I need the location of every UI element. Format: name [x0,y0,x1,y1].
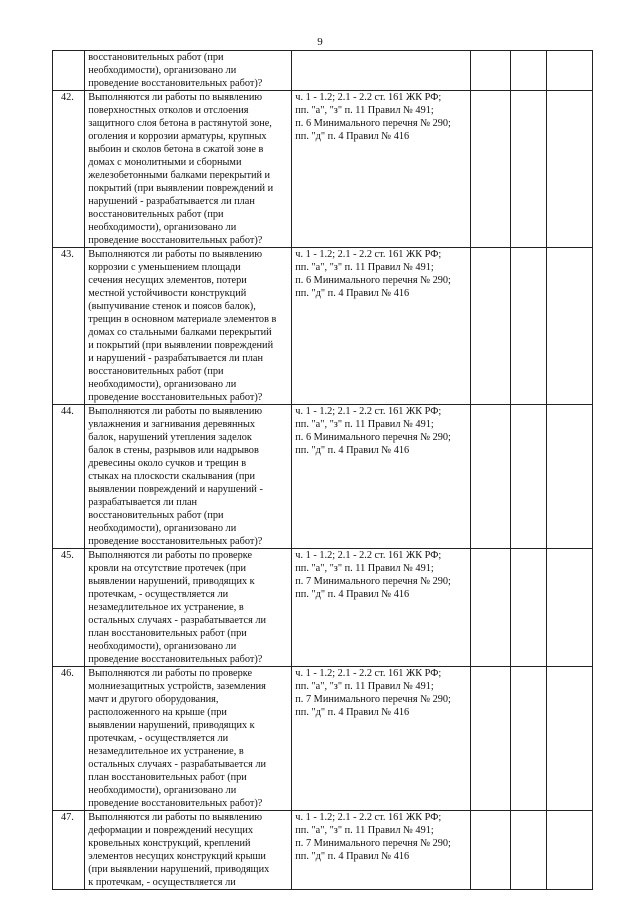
legal-reference-line: пп. "д" п. 4 Правил № 416 [295,851,410,862]
row-number: 44. [53,405,85,549]
question-line: оголения и коррозии арматуры, крупных [88,131,267,142]
legal-reference-line: п. 6 Минимального перечня № 290; [295,432,451,443]
not-applicable-cell [547,405,593,549]
legal-reference-line: пп. "д" п. 4 Правил № 416 [295,288,410,299]
answer-yes-cell [471,811,511,890]
legal-reference-line: пп. "а", "з" п. 11 Правил № 491; [295,262,434,273]
legal-reference-cell [292,405,471,549]
not-applicable-cell [547,667,593,811]
not-applicable-cell [547,248,593,405]
question-line: мачт и другого оборудования, [88,694,219,705]
question-line: выявлении повреждений и нарушений - [88,484,263,495]
legal-reference-cell [292,811,471,890]
question-line: необходимости), организовано ли [88,222,237,233]
answer-yes-cell [471,549,511,667]
question-line: необходимости), организовано ли [88,641,237,652]
question-line: защитного слоя бетона в растянутой зоне, [88,118,272,129]
legal-reference-line: ч. 1 - 1.2; 2.1 - 2.2 ст. 161 ЖК РФ; [295,406,442,417]
answer-no-cell [510,248,546,405]
question-line: план восстановительных работ (при [88,772,247,783]
question-cell [85,91,292,248]
legal-reference-line: ч. 1 - 1.2; 2.1 - 2.2 ст. 161 ЖК РФ; [295,812,442,823]
checklist-table [52,50,593,890]
legal-reference-line: пп. "д" п. 4 Правил № 416 [295,131,410,142]
question-line: проведение восстановительных работ)? [88,654,263,665]
question-line: балок в стены, разрывов или надрывов [88,445,259,456]
question-line: домах с монолитными и сборными [88,157,242,168]
question-line: деформации и повреждений несущих [88,825,253,836]
question-line: выявлении нарушений, приводящих к [88,720,255,731]
table-row [53,811,593,890]
question-line: покрытий (при выявлении повреждений и [88,183,274,194]
legal-reference-line: п. 7 Минимального перечня № 290; [295,838,451,849]
question-cell [85,667,292,811]
question-line: план восстановительных работ (при [88,628,247,639]
question-cell [85,811,292,890]
question-line: Выполняются ли работы по выявлению [88,92,263,103]
question-line: проведение восстановительных работ)? [88,78,263,89]
question-line: проведение восстановительных работ)? [88,392,263,403]
answer-yes-cell [471,667,511,811]
row-number: 46. [53,667,85,811]
answer-yes-cell [471,51,511,91]
legal-reference-line: пп. "а", "з" п. 11 Правил № 491; [295,419,434,430]
legal-reference-line: ч. 1 - 1.2; 2.1 - 2.2 ст. 161 ЖК РФ; [295,249,442,260]
table-row [53,51,593,91]
question-line: незамедлительное их устранение, в [88,602,244,613]
question-line: необходимости), организовано ли [88,785,237,796]
question-line: восстановительных работ (при [88,366,224,377]
legal-reference-line: ч. 1 - 1.2; 2.1 - 2.2 ст. 161 ЖК РФ; [295,550,442,561]
legal-reference-line: п. 6 Минимального перечня № 290; [295,118,451,129]
question-line: проведение восстановительных работ)? [88,798,263,809]
question-line: кровли на отсутствие протечек (при [88,563,246,574]
legal-reference-line: пп. "д" п. 4 Правил № 416 [295,445,410,456]
not-applicable-cell [547,549,593,667]
legal-reference-cell [292,91,471,248]
legal-reference-line: п. 7 Минимального перечня № 290; [295,576,451,587]
question-line: выявлении нарушений, приводящих к [88,576,255,587]
question-cell [85,51,292,91]
question-line: Выполняются ли работы по выявлению [88,406,263,417]
not-applicable-cell [547,811,593,890]
question-line: незамедлительное их устранение, в [88,746,244,757]
table-row [53,405,593,549]
page-number: 9 [317,36,323,48]
question-cell [85,248,292,405]
answer-no-cell [510,667,546,811]
question-line: и покрытий (при выявлении повреждений [88,340,274,351]
question-line: расположенного на крыше (при [88,707,227,718]
legal-reference-line: п. 6 Минимального перечня № 290; [295,275,451,286]
question-line: Выполняются ли работы по выявлению [88,812,263,823]
question-cell [85,549,292,667]
question-line: стыках на плоскости скалывания (при [88,471,256,482]
question-line: необходимости), организовано ли [88,379,237,390]
answer-yes-cell [471,91,511,248]
table-row [53,248,593,405]
question-line: Выполняются ли работы по проверке [88,550,253,561]
answer-yes-cell [471,405,511,549]
row-number: 47. [53,811,85,890]
question-line: Выполняются ли работы по выявлению [88,249,263,260]
legal-reference-line: п. 7 Минимального перечня № 290; [295,694,451,705]
table-row [53,549,593,667]
legal-reference-line: пп. "а", "з" п. 11 Правил № 491; [295,681,434,692]
question-line: нарушений - разрабатывается ли план [88,196,255,207]
row-number: 45. [53,549,85,667]
legal-reference-line: пп. "а", "з" п. 11 Правил № 491; [295,105,434,116]
legal-reference-line: пп. "а", "з" п. 11 Правил № 491; [295,563,434,574]
answer-no-cell [510,405,546,549]
answer-no-cell [510,91,546,248]
question-line: остальных случаях - разрабатывается ли [88,759,267,770]
answer-no-cell [510,51,546,91]
question-line: протечкам, - осуществляется ли [88,733,229,744]
question-line: трещин в основном материале элементов в [88,314,277,325]
question-line: протечкам, - осуществляется ли [88,589,229,600]
legal-reference-line: пп. "а", "з" п. 11 Правил № 491; [295,825,434,836]
question-line: местной устойчивости конструкций [88,288,247,299]
question-line: проведение восстановительных работ)? [88,536,263,547]
row-number: 42. [53,91,85,248]
question-line: необходимости), организовано ли [88,65,237,76]
not-applicable-cell [547,51,593,91]
answer-no-cell [510,811,546,890]
question-line: (выпучивание стенок и поясов балок), [88,301,256,312]
question-line: необходимости), организовано ли [88,523,237,534]
question-line: восстановительных работ (при [88,510,224,521]
question-line: остальных случаях - разрабатывается ли [88,615,267,626]
question-line: разрабатывается ли план [88,497,198,508]
legal-reference-cell [292,51,471,91]
question-line: сечения несущих элементов, потери [88,275,247,286]
row-number [53,51,85,91]
legal-reference-line: пп. "д" п. 4 Правил № 416 [295,589,410,600]
legal-reference-cell [292,549,471,667]
question-line: балок, нарушений утепления заделок [88,432,252,443]
legal-reference-cell [292,248,471,405]
question-line: молниезащитных устройств, заземления [88,681,266,692]
question-line: увлажнения и загнивания деревянных [88,419,256,430]
not-applicable-cell [547,91,593,248]
table-row [53,91,593,248]
table-row [53,667,593,811]
question-line: домах со стальными балками перекрытий [88,327,272,338]
question-line: элементов несущих конструкций крыши [88,851,266,862]
question-line: железобетонными балками перекрытий и [88,170,271,181]
question-line: выбоин и сколов бетона в сжатой зоне в [88,144,264,155]
legal-reference-line: пп. "д" п. 4 Правил № 416 [295,707,410,718]
question-line: к протечкам, - осуществляется ли [88,877,236,888]
question-line: кровельных конструкций, креплений [88,838,251,849]
row-number: 43. [53,248,85,405]
legal-reference-line: ч. 1 - 1.2; 2.1 - 2.2 ст. 161 ЖК РФ; [295,92,442,103]
question-line: восстановительных работ (при [88,52,224,63]
question-line: (при выявлении нарушений, приводящих [88,864,270,875]
legal-reference-cell [292,667,471,811]
question-line: поверхностных отколов и отслоения [88,105,249,116]
question-line: Выполняются ли работы по проверке [88,668,253,679]
question-line: древесины около сучков и трещин в [88,458,247,469]
question-line: коррозии с уменьшением площади [88,262,241,273]
question-line: проведение восстановительных работ)? [88,235,263,246]
legal-reference-line: ч. 1 - 1.2; 2.1 - 2.2 ст. 161 ЖК РФ; [295,668,442,679]
question-line: восстановительных работ (при [88,209,224,220]
answer-no-cell [510,549,546,667]
answer-yes-cell [471,248,511,405]
question-line: и нарушений - разрабатывается ли план [88,353,263,364]
question-cell [85,405,292,549]
